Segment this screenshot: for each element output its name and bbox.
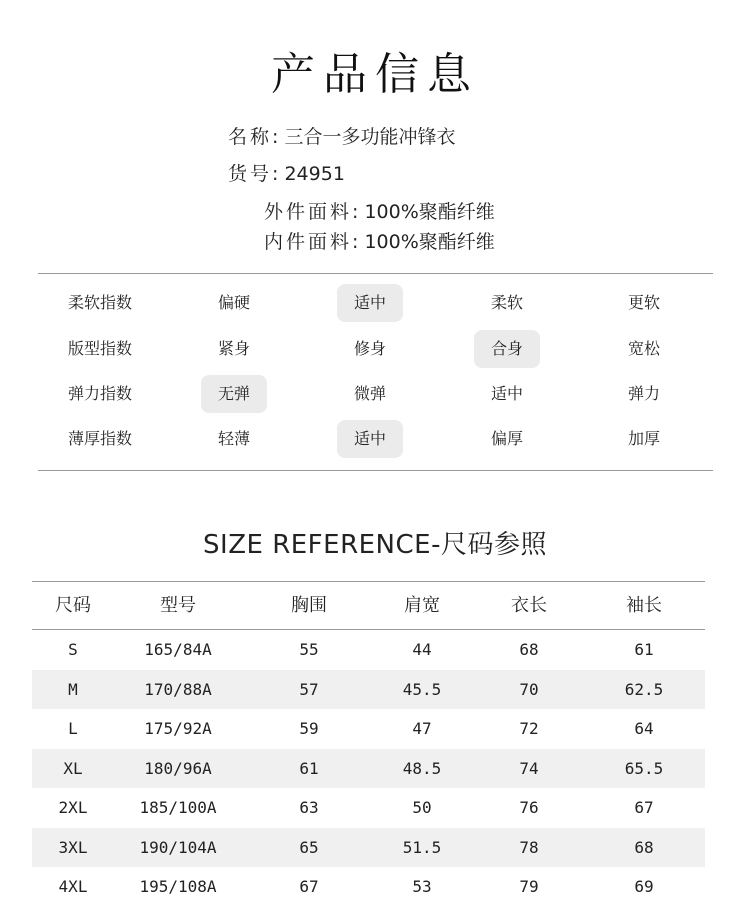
outer-fabric-label: 外件面料: [264, 201, 353, 223]
index-row: [0, 284, 750, 324]
size-table-row: [32, 828, 705, 868]
product-name-line: [228, 122, 455, 149]
size-table-header: [32, 581, 705, 630]
size-table-row: [32, 749, 705, 789]
size-table-row: [32, 867, 705, 907]
size-table-cell: 64: [634, 719, 654, 738]
size-table-cell: 72: [519, 719, 539, 738]
index-option: 修身: [353, 339, 386, 358]
size-table-cell: 61: [299, 758, 319, 778]
size-table: [32, 581, 705, 907]
index-option: 偏厚: [490, 429, 523, 448]
divider-bottom: [38, 470, 713, 471]
size-reference-title: SIZE REFERENCE-尺码参照: [203, 530, 547, 560]
product-name-value: 三合一多功能冲锋衣: [284, 126, 456, 148]
size-table-header-cell: 尺码: [55, 595, 91, 616]
size-table-header-cell: 肩宽: [404, 595, 440, 616]
inner-fabric-line: [264, 227, 495, 254]
size-table-cell: 68: [634, 837, 654, 857]
index-row: [0, 375, 750, 415]
index-option-selected: 适中: [337, 420, 403, 458]
size-table-header-cell: 型号: [160, 595, 196, 616]
index-option: 微弹: [353, 384, 386, 403]
size-table-cell: 76: [519, 798, 539, 817]
index-name: 版型指数: [67, 339, 132, 358]
size-table-header-cell: 衣长: [511, 595, 547, 616]
product-name-separator: :: [272, 126, 285, 148]
index-option: 轻薄: [217, 429, 250, 448]
size-table-row: [32, 670, 705, 710]
inner-fabric-separator: :: [352, 231, 365, 253]
size-table-row: [32, 788, 705, 828]
divider-top: [38, 273, 713, 274]
size-table-cell: 67: [299, 877, 319, 896]
size-table-cell: XL: [63, 758, 83, 778]
index-row: [0, 420, 750, 460]
size-table-cell: 61: [634, 640, 654, 659]
product-code-separator: :: [272, 163, 285, 185]
product-code-value: 24951: [284, 163, 345, 185]
size-table-cell: 51.5: [402, 837, 442, 857]
size-table-row: [32, 630, 705, 670]
size-table-cell: 175/92A: [144, 719, 212, 738]
index-option: 弹力: [627, 384, 660, 403]
size-table-header-cell: 袖长: [626, 595, 662, 616]
index-option-selected: 适中: [337, 284, 403, 322]
size-table-cell: 55: [299, 640, 319, 659]
size-table-cell: 62.5: [624, 679, 664, 699]
index-option: 加厚: [627, 429, 660, 448]
outer-fabric-separator: :: [352, 201, 365, 223]
index-name: 柔软指数: [67, 293, 132, 312]
index-option: 宽松: [627, 339, 660, 358]
size-table-cell: 69: [634, 877, 654, 896]
size-table-cell: 48.5: [402, 758, 442, 778]
size-table-cell: 74: [519, 758, 539, 778]
index-option: 适中: [490, 384, 523, 403]
index-option-selected: 合身: [474, 330, 540, 368]
size-table-cell: 185/100A: [139, 798, 217, 817]
size-table-cell: 67: [634, 798, 654, 817]
size-table-cell: 2XL: [58, 798, 88, 817]
size-table-cell: 50: [412, 798, 432, 817]
size-table-cell: 78: [519, 837, 539, 857]
outer-fabric-line: [264, 197, 495, 224]
size-table-cell: 45.5: [402, 679, 442, 699]
page-title: 产品信息: [271, 49, 479, 100]
size-table-cell: 53: [412, 877, 432, 896]
size-table-cell: 70: [519, 679, 539, 699]
index-option: 柔软: [490, 293, 523, 312]
inner-fabric-label: 内件面料: [264, 231, 353, 253]
product-code-label: 货号: [228, 163, 273, 185]
size-table-cell: S: [68, 640, 78, 659]
size-table-cell: L: [68, 719, 78, 738]
index-name: 弹力指数: [67, 384, 132, 403]
size-table-cell: 57: [299, 679, 319, 699]
size-table-cell: 68: [519, 640, 539, 659]
size-table-row: [32, 709, 705, 749]
index-option: 紧身: [217, 339, 250, 358]
index-row: [0, 330, 750, 370]
index-name: 薄厚指数: [67, 429, 132, 448]
product-code-line: [228, 159, 345, 186]
size-table-cell: 65.5: [624, 758, 664, 778]
inner-fabric-value: 100%聚酯纤维: [364, 231, 495, 253]
size-table-cell: 47: [412, 719, 432, 738]
size-table-cell: 79: [519, 877, 539, 896]
size-table-cell: 170/88A: [144, 679, 212, 699]
size-table-cell: 59: [299, 719, 319, 738]
size-table-cell: 65: [299, 837, 319, 857]
index-option-selected: 无弹: [201, 375, 267, 413]
index-option: 偏硬: [217, 293, 250, 312]
size-table-cell: 44: [412, 640, 432, 659]
size-table-body: [32, 630, 705, 907]
size-table-cell: 3XL: [58, 837, 88, 857]
size-table-cell: 4XL: [58, 877, 88, 896]
outer-fabric-value: 100%聚酯纤维: [364, 201, 495, 223]
size-table-cell: 165/84A: [144, 640, 212, 659]
size-table-header-cell: 胸围: [291, 595, 327, 616]
size-table-cell: 63: [299, 798, 319, 817]
size-table-cell: 195/108A: [139, 877, 217, 896]
size-table-cell: 190/104A: [139, 837, 217, 857]
product-name-label: 名称: [228, 126, 273, 148]
size-table-cell: 180/96A: [144, 758, 212, 778]
index-option: 更软: [627, 293, 660, 312]
size-table-cell: M: [68, 679, 78, 699]
